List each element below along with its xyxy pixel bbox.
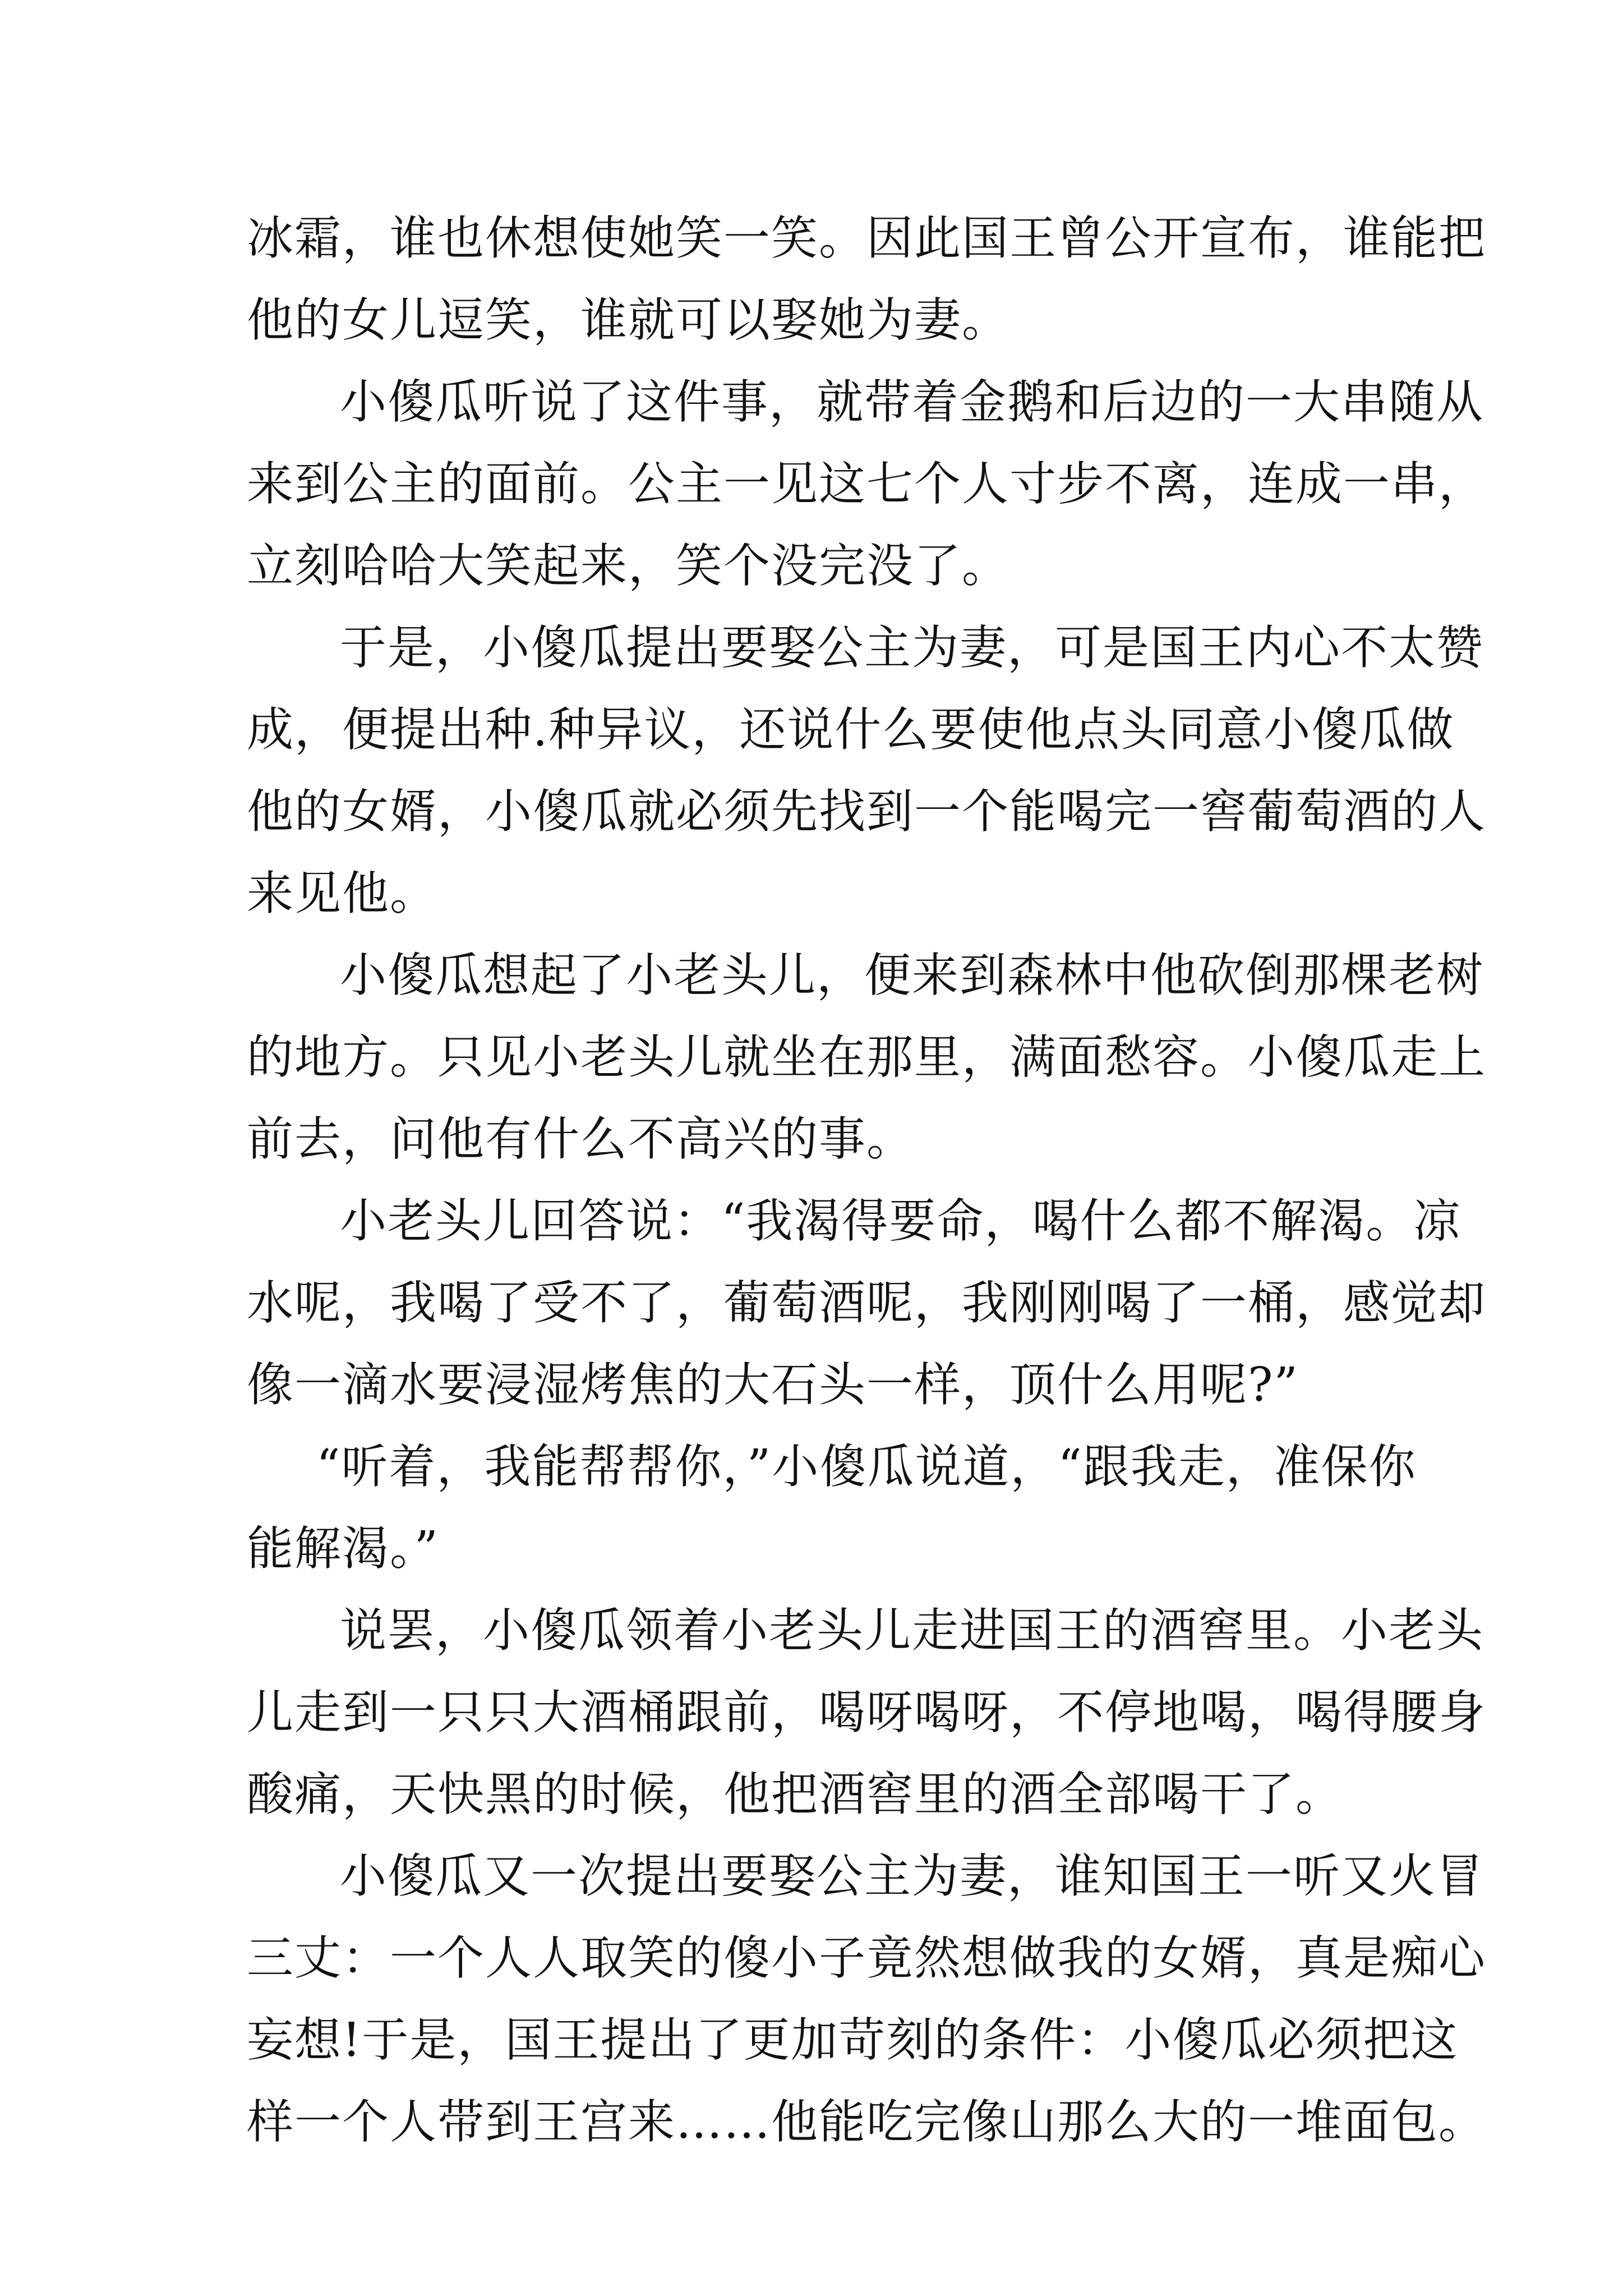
text-line-19: 儿走到一只只大酒桶跟前，喝呀喝呀，不停地喝，喝得腰身 bbox=[247, 1685, 1486, 1740]
text-line-12: 前去，问他有什么不高兴的事。 bbox=[247, 1112, 914, 1166]
text-line-8: 他的女婿，小傻瓜就必须先找到一个能喝完一窖葡萄酒的人 bbox=[247, 784, 1486, 839]
text-line-13: 小老头儿回答说：“我渴得要命，喝什么都不解渴。凉 bbox=[340, 1194, 1461, 1248]
text-line-5: 立刻哈哈大笑起来，笑个没完没了。 bbox=[247, 539, 1009, 593]
text-line-7: 成，便提出种.种异议，还说什么要使他点头同意小傻瓜做 bbox=[247, 702, 1455, 757]
text-line-6: 于是，小傻瓜提出要娶公主为妻，可是国王内心不太赞 bbox=[340, 620, 1484, 675]
document-body bbox=[247, 197, 1486, 2163]
text-line-1: 冰霜，谁也休想使她笑一笑。因此国王曾公开宣布，谁能把 bbox=[247, 211, 1486, 265]
text-line-2: 他的女儿逗笑，谁就可以娶她为妻。 bbox=[247, 293, 1009, 347]
text-line-10: 小傻瓜想起了小老头儿，便来到森林中他砍倒那棵老树 bbox=[340, 948, 1484, 1002]
text-line-14: 水呢，我喝了受不了，葡萄酒呢，我刚刚喝了一桶，感觉却 bbox=[247, 1276, 1486, 1330]
text-line-15: 像一滴水要浸湿烤焦的大石头一样，顶什么用呢?” bbox=[247, 1358, 1299, 1412]
text-line-21: 小傻瓜又一次提出要娶公主为妻，谁知国王一听又火冒 bbox=[340, 1849, 1484, 1903]
text-line-22: 三丈：一个人人取笑的傻小子竟然想做我的女婿，真是痴心 bbox=[247, 1931, 1486, 1985]
text-line-11: 的地方。只见小老头儿就坐在那里，满面愁容。小傻瓜走上 bbox=[247, 1030, 1486, 1084]
text-line-16: “听着，我能帮帮你，”小傻瓜说道，“跟我走，准保你 bbox=[316, 1439, 1417, 1494]
text-line-4: 来到公主的面前。公主一见这七个人寸步不离，连成一串， bbox=[247, 457, 1486, 511]
text-line-24: 样一个人带到王宫来……他能吃完像山那么大的一堆面包。 bbox=[247, 2095, 1486, 2149]
text-line-17: 能解渴。” bbox=[247, 1521, 439, 1576]
text-line-3: 小傻瓜听说了这件事，就带着金鹅和后边的一大串随从 bbox=[340, 375, 1484, 429]
text-line-18: 说罢，小傻瓜领着小老头儿走进国王的酒窖里。小老头 bbox=[340, 1603, 1484, 1658]
text-line-20: 酸痛，天快黑的时候，他把酒窖里的酒全部喝干了。 bbox=[247, 1767, 1343, 1821]
text-line-23: 妄想!于是，国王提出了更加苛刻的条件：小傻瓜必须把这 bbox=[247, 2013, 1459, 2067]
text-line-9: 来见他。 bbox=[247, 866, 437, 921]
